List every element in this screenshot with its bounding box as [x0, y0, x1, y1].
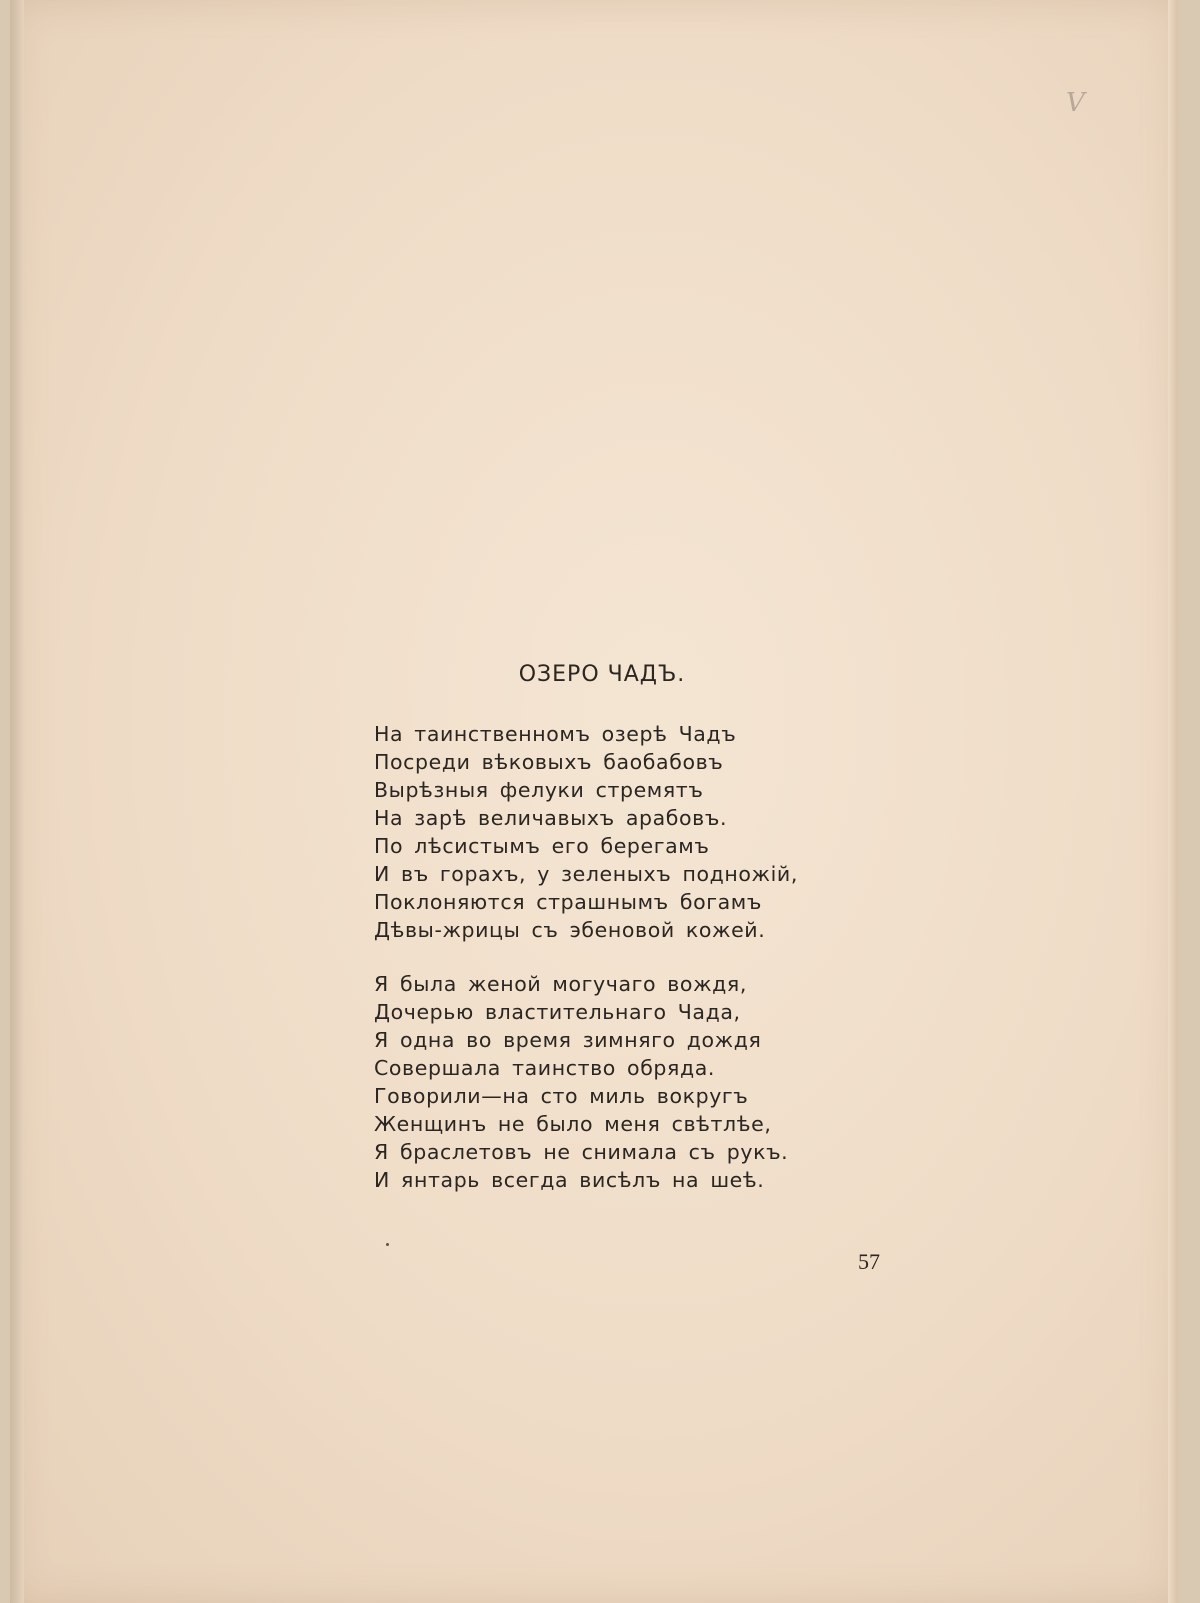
poem-line: Посреди вѣковыхъ баобабовъ — [374, 750, 724, 774]
page-number: 57 — [858, 1249, 880, 1274]
ink-speck — [386, 1243, 389, 1246]
poem-line: Я браслетовъ не снимала съ рукъ. — [374, 1140, 789, 1164]
poem-line: Я была женой могучаго вождя, — [374, 972, 747, 996]
poem-line: На зарѣ величавыхъ арабовъ. — [374, 806, 728, 830]
page-right-edge — [1168, 0, 1178, 1603]
poem-line: Вырѣзныя фелуки стремятъ — [374, 778, 704, 802]
poem-line: И янтарь всегда висѣлъ на шеѣ. — [374, 1168, 765, 1192]
poem-line: Поклоняются страшнымъ богамъ — [374, 890, 762, 914]
poem-line: И въ горахъ, у зеленыхъ подножій, — [374, 862, 798, 886]
stanza-1 — [374, 720, 798, 944]
poem-line: Говорили—на сто миль вокругъ — [374, 1084, 749, 1108]
poem-line: Женщинъ не было меня свѣтлѣе, — [374, 1112, 772, 1136]
poem-body — [374, 720, 798, 1220]
poem-line: Дочерью властительнаго Чада, — [374, 1000, 741, 1024]
poem-title: ОЗЕРО ЧАДЪ. — [518, 662, 686, 687]
poem-line: Совершала таинство обряда. — [374, 1056, 716, 1080]
page-left-edge — [10, 0, 24, 1603]
poem-line: По лѣсистымъ его берегамъ — [374, 834, 710, 858]
poem-line: Дѣвы-жрицы съ эбеновой кожей. — [374, 918, 766, 942]
poem-line: На таинственномъ озерѣ Чадъ — [374, 722, 737, 746]
pencil-margin-mark: V — [1066, 88, 1085, 118]
stanza-2 — [374, 970, 798, 1194]
poem-line: Я одна во время зимняго дождя — [374, 1028, 762, 1052]
